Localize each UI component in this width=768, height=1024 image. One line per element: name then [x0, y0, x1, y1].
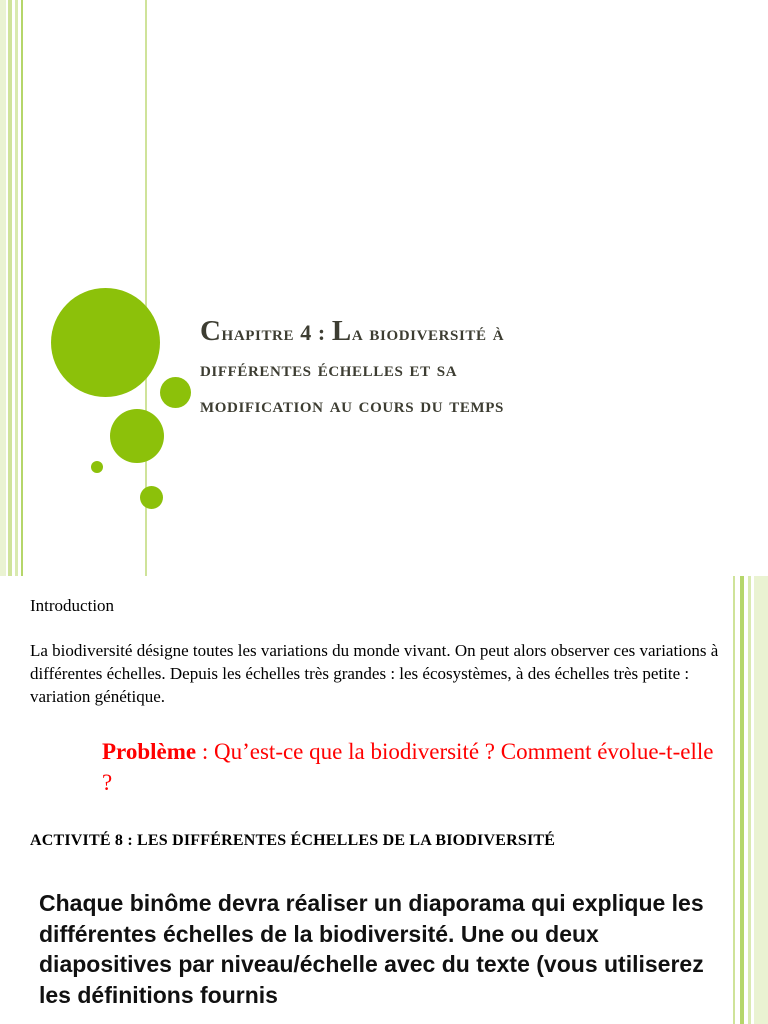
content-slide	[0, 576, 768, 1024]
medium-circle-decoration	[110, 409, 164, 463]
activity-instructions: Chaque binôme devra réaliser un diaporama qui explique les différentes échelles de la biodiversité. Une ou deux diapositives par niveau/échelle avec du texte (vous utiliserez les définitions fournis	[39, 890, 704, 1008]
title-line-3: modification au cours du temps	[200, 392, 504, 417]
title-line1-end: a biodiversité à	[351, 320, 505, 345]
chapter-title	[200, 313, 760, 423]
right-stripe	[733, 576, 735, 1024]
introduction-paragraph: La biodiversité désigne toutes les variations du monde vivant. On peut alors observer ces variations à différentes échelles. Depuis les échelles très grandes : les écosystèmes, à des échelles très petite : variation génétique.	[30, 641, 719, 706]
left-stripe	[15, 0, 18, 576]
title-line-1	[200, 313, 760, 351]
tiny-circle-decoration	[91, 461, 103, 473]
activity-heading: ACTIVITÉ 8 : LES DIFFÉRENTES ÉCHELLES DE LA BIODIVERSITÉ	[30, 832, 556, 849]
left-stripe	[8, 0, 12, 576]
problem-label: Problème	[102, 739, 197, 764]
title-line-2: différentes échelles et sa	[200, 356, 458, 381]
right-stripe	[748, 576, 751, 1024]
right-stripe	[754, 576, 768, 1024]
large-circle-decoration	[51, 288, 160, 397]
small-circle-decoration	[140, 486, 163, 509]
left-stripe	[21, 0, 23, 576]
small-circle-decoration	[160, 377, 191, 408]
problem-statement	[102, 736, 722, 798]
title-initial-l: L	[331, 315, 352, 347]
right-stripe	[740, 576, 744, 1024]
problem-question: : Qu’est-ce que la biodiversité ? Comment évolue-t-elle ?	[102, 739, 714, 795]
introduction-heading: Introduction	[30, 596, 115, 615]
title-initial-c: C	[200, 315, 222, 347]
left-stripe	[0, 0, 6, 576]
title-word-chapitre: hapitre 4 :	[221, 320, 332, 345]
